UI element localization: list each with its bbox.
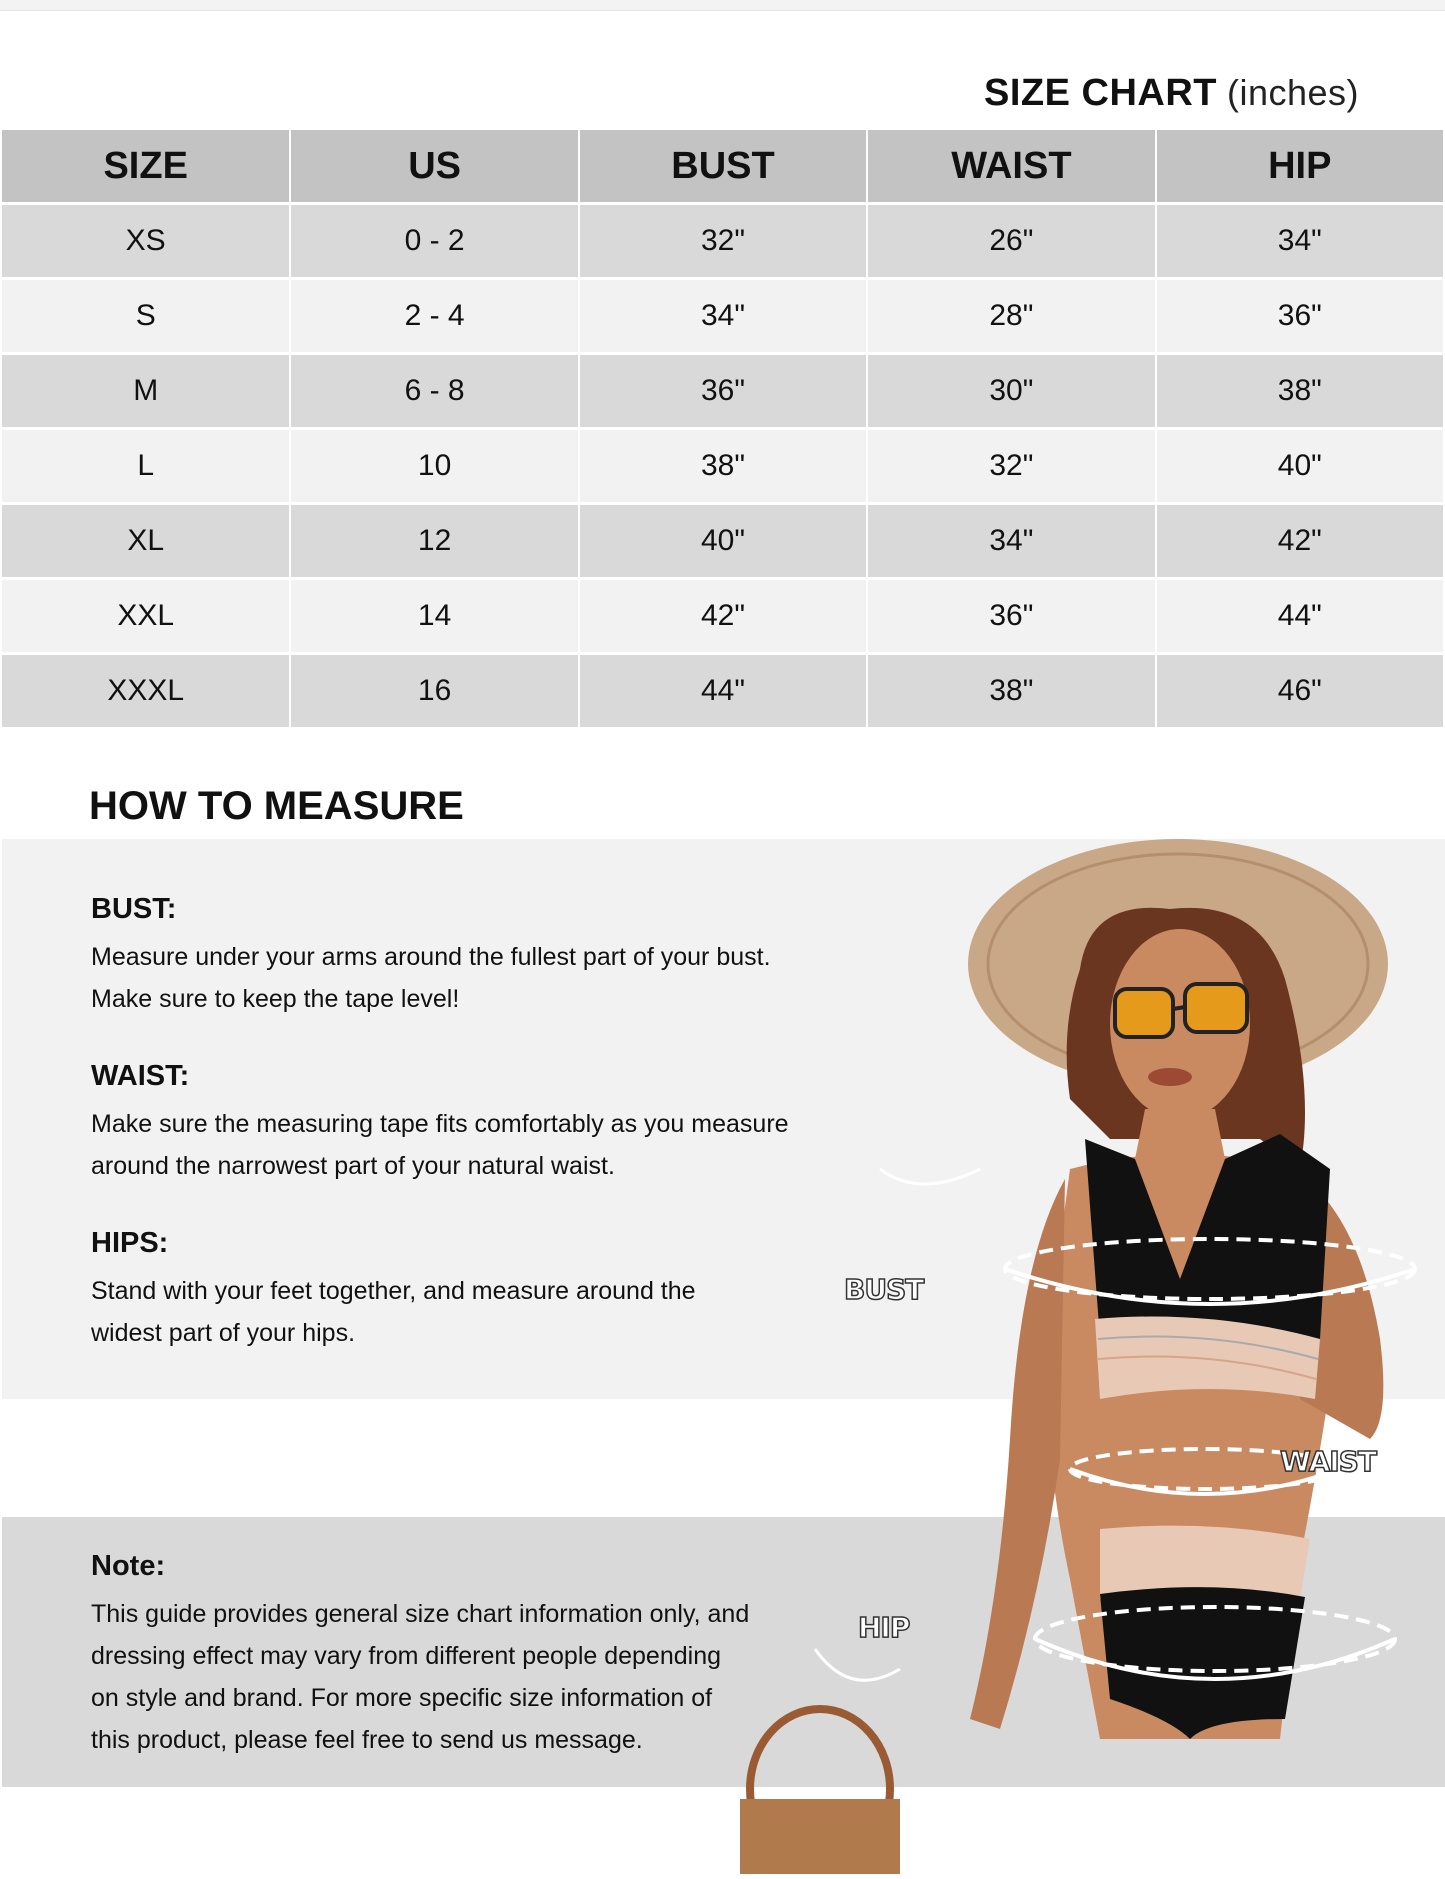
- table-row: [2, 504, 1444, 579]
- table-row: [2, 354, 1444, 429]
- column-header-hip: HIP: [1156, 130, 1444, 204]
- cell-size: L: [2, 429, 290, 504]
- bust-label: BUST:: [91, 893, 177, 925]
- note-text-line: This guide provides general size chart information only, and: [91, 1600, 750, 1628]
- waist-label: WAIST:: [91, 1060, 190, 1092]
- model-figure-icon: [740, 839, 1445, 1874]
- cell-bust: 36": [579, 354, 867, 429]
- table-header-row: [2, 130, 1444, 204]
- bust-instructions: [91, 893, 771, 1020]
- cell-waist: 30": [867, 354, 1155, 429]
- bust-figure-label: BUST: [844, 1273, 924, 1306]
- cell-waist: 38": [867, 654, 1155, 729]
- note-text-line: on style and brand. For more specific size information of: [91, 1684, 713, 1712]
- cell-us: 10: [290, 429, 578, 504]
- note-text-line: this product, please feel free to send us message.: [91, 1726, 643, 1754]
- model-illustration: [740, 839, 1445, 1874]
- cell-waist: 34": [867, 504, 1155, 579]
- hips-text-line: widest part of your hips.: [91, 1319, 356, 1347]
- column-header-bust: BUST: [579, 130, 867, 204]
- top-border: [0, 0, 1445, 11]
- cell-bust: 42": [579, 579, 867, 654]
- cell-size: S: [2, 279, 290, 354]
- waist-figure-label: WAIST: [1280, 1445, 1376, 1478]
- cell-us: 0 - 2: [290, 204, 578, 279]
- cell-hip: 46": [1156, 654, 1444, 729]
- cell-us: 6 - 8: [290, 354, 578, 429]
- hips-instructions: [91, 1227, 696, 1354]
- how-to-measure-title: HOW TO MEASURE: [89, 784, 464, 828]
- cell-waist: 36": [867, 579, 1155, 654]
- column-header-size: SIZE: [2, 130, 290, 204]
- size-chart-unit: (inches): [1227, 72, 1360, 113]
- cell-hip: 44": [1156, 579, 1444, 654]
- note-section: [91, 1550, 749, 1761]
- cell-bust: 38": [579, 429, 867, 504]
- cell-bust: 32": [579, 204, 867, 279]
- cell-us: 12: [290, 504, 578, 579]
- bust-text-line: Make sure to keep the tape level!: [91, 985, 460, 1013]
- size-chart-title-text: SIZE CHART: [984, 72, 1217, 114]
- cell-bust: 40": [579, 504, 867, 579]
- cell-waist: 28": [867, 279, 1155, 354]
- cell-hip: 36": [1156, 279, 1444, 354]
- size-chart-title: [984, 72, 1359, 115]
- size-table: [2, 130, 1445, 730]
- cell-waist: 26": [867, 204, 1155, 279]
- table-row: [2, 654, 1444, 729]
- bust-text-line: Measure under your arms around the fullest part of your bust.: [91, 943, 771, 971]
- cell-waist: 32": [867, 429, 1155, 504]
- waist-instructions: [91, 1060, 789, 1187]
- hip-figure-label: HIP: [858, 1611, 910, 1644]
- cell-us: 2 - 4: [290, 279, 578, 354]
- note-text-line: dressing effect may vary from different people depending: [91, 1642, 722, 1670]
- cell-hip: 42": [1156, 504, 1444, 579]
- note-label: Note:: [91, 1550, 166, 1582]
- cell-hip: 34": [1156, 204, 1444, 279]
- cell-hip: 38": [1156, 354, 1444, 429]
- cell-size: XS: [2, 204, 290, 279]
- cell-hip: 40": [1156, 429, 1444, 504]
- table-row: [2, 579, 1444, 654]
- table-row: [2, 429, 1444, 504]
- column-header-waist: WAIST: [867, 130, 1155, 204]
- table-row: [2, 204, 1444, 279]
- hips-label: HIPS:: [91, 1227, 169, 1259]
- waist-text-line: around the narrowest part of your natural waist.: [91, 1152, 615, 1180]
- cell-bust: 44": [579, 654, 867, 729]
- table-row: [2, 279, 1444, 354]
- cell-size: XXXL: [2, 654, 290, 729]
- cell-size: XL: [2, 504, 290, 579]
- hips-text-line: Stand with your feet together, and measure around the: [91, 1277, 696, 1305]
- cell-size: M: [2, 354, 290, 429]
- cell-size: XXL: [2, 579, 290, 654]
- waist-text-line: Make sure the measuring tape fits comfortably as you measure: [91, 1110, 789, 1138]
- column-header-us: US: [290, 130, 578, 204]
- cell-us: 14: [290, 579, 578, 654]
- cell-us: 16: [290, 654, 578, 729]
- cell-bust: 34": [579, 279, 867, 354]
